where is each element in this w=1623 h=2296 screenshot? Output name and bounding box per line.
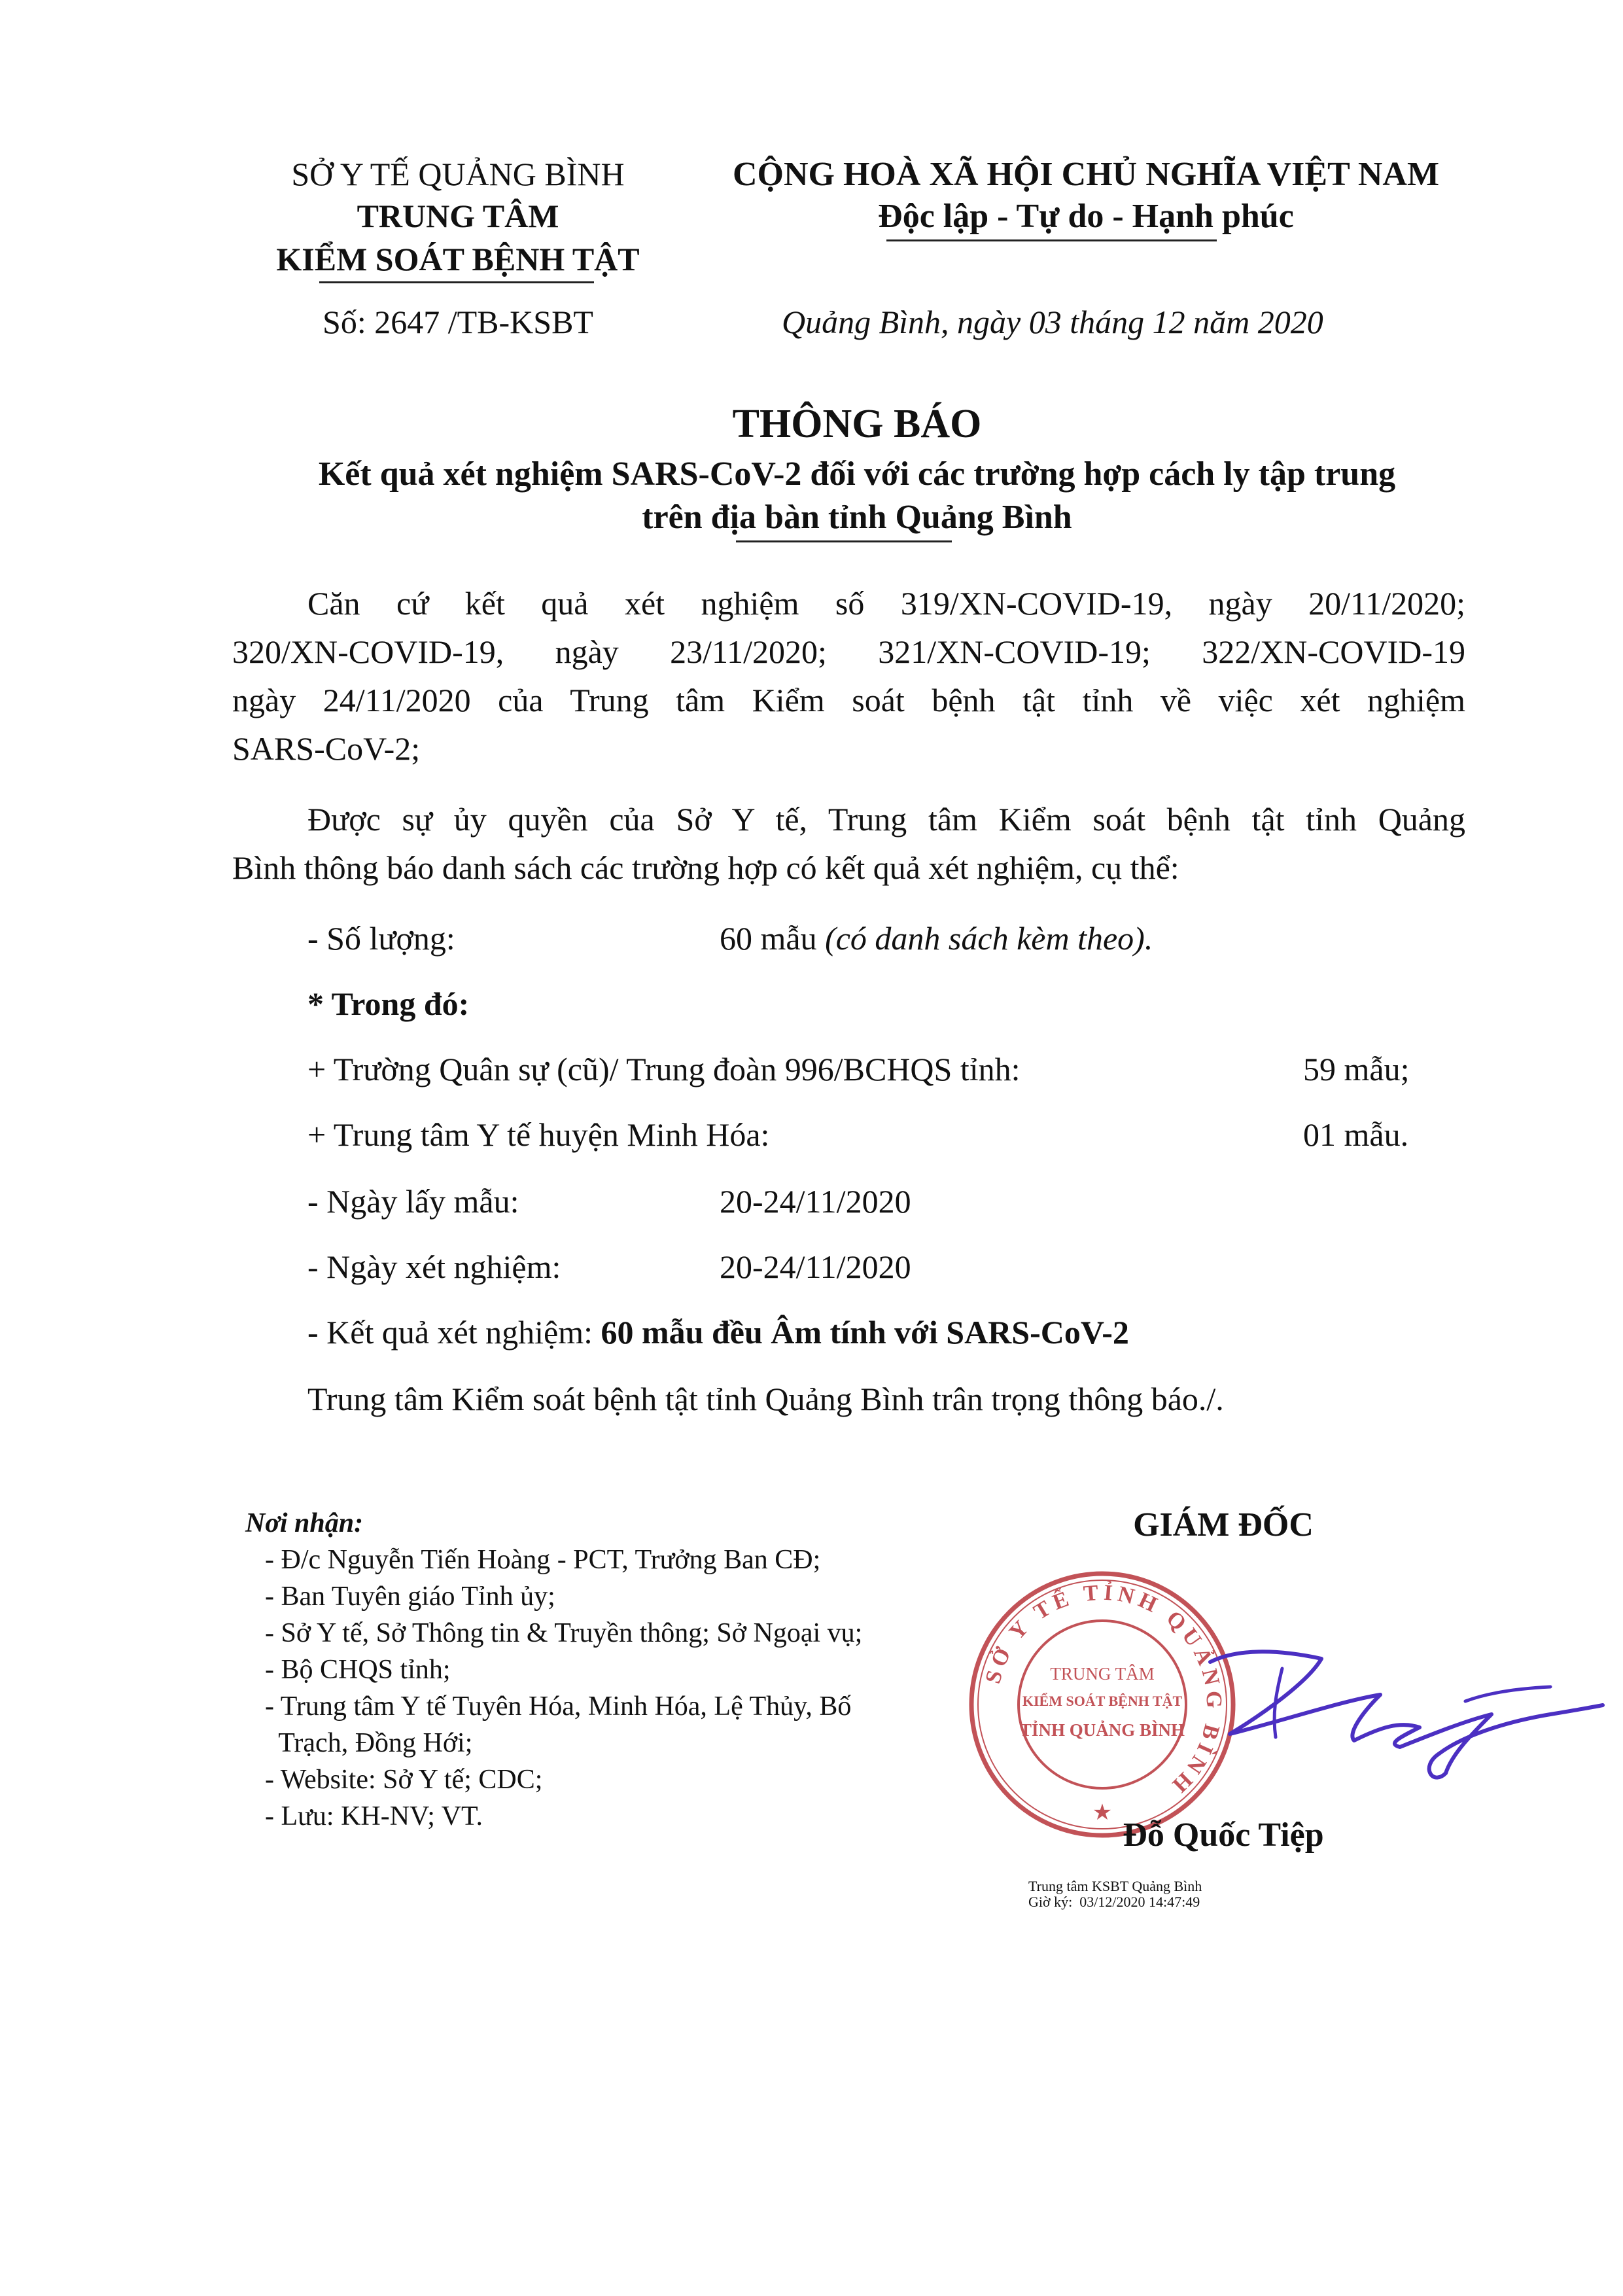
header-center-line2: KIỂM SOÁT BỆNH TẬT: [276, 241, 640, 277]
result-value: 60 mẫu đều Âm tính với SARS-CoV-2: [601, 1314, 1129, 1351]
paragraph1-line2: 320/XN-COVID-19, ngày 23/11/2020; 321/XN-COVID-19; 322/XN-COVID-19: [232, 633, 1465, 670]
item1-value: 59 mẫu;: [1303, 1051, 1410, 1087]
recipient-item: - Bộ CHQS tỉnh;: [265, 1655, 451, 1685]
seal-line1: TRUNG TÂM: [1050, 1664, 1155, 1684]
seal-line3: TỈNH QUẢNG BÌNH: [1019, 1720, 1185, 1740]
recipient-item: - Sở Y tế, Sở Thông tin & Truyền thông; Sở Ngoại vụ;: [265, 1618, 863, 1648]
document-subtitle-line1: Kết quả xét nghiệm SARS-CoV-2 đối với các trường hợp cách ly tập trung: [318, 455, 1396, 493]
digital-signer-org: Trung tâm KSBT Quảng Bình: [1028, 1878, 1202, 1894]
place-date: Quảng Bình, ngày 03 tháng 12 năm 2020: [782, 304, 1323, 340]
result-label: - Kết quả xét nghiệm:: [307, 1314, 601, 1351]
quantity-value: 60 mẫu: [720, 920, 817, 957]
handwritten-signature-icon: [1184, 1623, 1609, 1799]
seal-star-icon: ★: [1092, 1801, 1113, 1825]
quantity-line: [720, 919, 1153, 958]
document-subtitle-line2: trên địa bàn tỉnh Quảng Bình: [642, 499, 1072, 536]
header-country: CỘNG HOÀ XÃ HỘI CHỦ NGHĨA VIỆT NAM: [732, 156, 1440, 193]
sample-date-label: - Ngày lấy mẫu:: [307, 1183, 519, 1220]
recipients-heading: Nơi nhận:: [245, 1508, 364, 1538]
paragraph1-line3: ngày 24/11/2020 của Trung tâm Kiểm soát bệnh tật tỉnh về việc xét nghiệm: [232, 682, 1465, 718]
seal-line2: KIỂM SOÁT BỆNH TẬT: [1022, 1693, 1183, 1709]
header-left-underline: [319, 281, 594, 283]
header-agency: SỞ Y TẾ QUẢNG BÌNH: [291, 156, 625, 192]
quantity-note: (có danh sách kèm theo).: [825, 920, 1153, 957]
recipient-item: Trạch, Đồng Hới;: [265, 1728, 473, 1758]
document-number: Số: 2647 /TB-KSBT: [323, 304, 593, 340]
test-date-value: 20-24/11/2020: [720, 1248, 911, 1285]
recipient-item: - Lưu: KH-NV; VT.: [265, 1801, 483, 1831]
quantity-label: - Số lượng:: [307, 920, 455, 957]
header-right-underline: [886, 239, 1217, 241]
subtitle-underline: [736, 540, 952, 542]
paragraph1-line1: Căn cứ kết quả xét nghiệm số 319/XN-COVID-19, ngày 20/11/2020;: [307, 585, 1465, 622]
item1-label: + Trường Quân sự (cũ)/ Trung đoàn 996/BCHQS tỉnh:: [307, 1051, 1021, 1087]
header-center-line1: TRUNG TÂM: [357, 198, 559, 234]
signer-role: GIÁM ĐỐC: [1133, 1506, 1314, 1544]
recipient-item: - Đ/c Nguyễn Tiến Hoàng - PCT, Trưởng Ban CĐ;: [265, 1545, 821, 1575]
closing-sentence: Trung tâm Kiểm soát bệnh tật tỉnh Quảng Bình trân trọng thông báo./.: [307, 1381, 1224, 1417]
recipient-item: - Website: Sở Y tế; CDC;: [265, 1765, 543, 1795]
digital-signed-time: Giờ ký: 03/12/2020 14:47:49: [1028, 1894, 1200, 1910]
document-title: THÔNG BÁO: [732, 402, 982, 446]
result-line: [307, 1313, 1129, 1352]
within-heading: * Trong đó:: [307, 985, 470, 1022]
paragraph2-line1: Được sự ủy quyền của Sở Y tế, Trung tâm Kiểm soát bệnh tật tỉnh Quảng: [307, 801, 1465, 838]
test-date-label: - Ngày xét nghiệm:: [307, 1248, 561, 1285]
item2-value: 01 mẫu.: [1303, 1116, 1409, 1153]
item2-label: + Trung tâm Y tế huyện Minh Hóa:: [307, 1116, 770, 1153]
sample-date-value: 20-24/11/2020: [720, 1183, 911, 1220]
header-motto: Độc lập - Tự do - Hạnh phúc: [878, 198, 1294, 235]
paragraph1-line4: SARS-CoV-2;: [232, 730, 421, 767]
recipient-item: - Trung tâm Y tế Tuyên Hóa, Minh Hóa, Lệ Thủy, Bố: [265, 1691, 852, 1722]
seal-ring-text: SỞ Y TẾ TỈNH QUẢNG BÌNH: [981, 1580, 1227, 1801]
signer-name: Đỗ Quốc Tiệp: [1123, 1816, 1324, 1854]
recipient-item: - Ban Tuyên giáo Tỉnh ủy;: [265, 1581, 555, 1612]
paragraph2-line2: Bình thông báo danh sách các trường hợp có kết quả xét nghiệm, cụ thể:: [232, 849, 1179, 886]
